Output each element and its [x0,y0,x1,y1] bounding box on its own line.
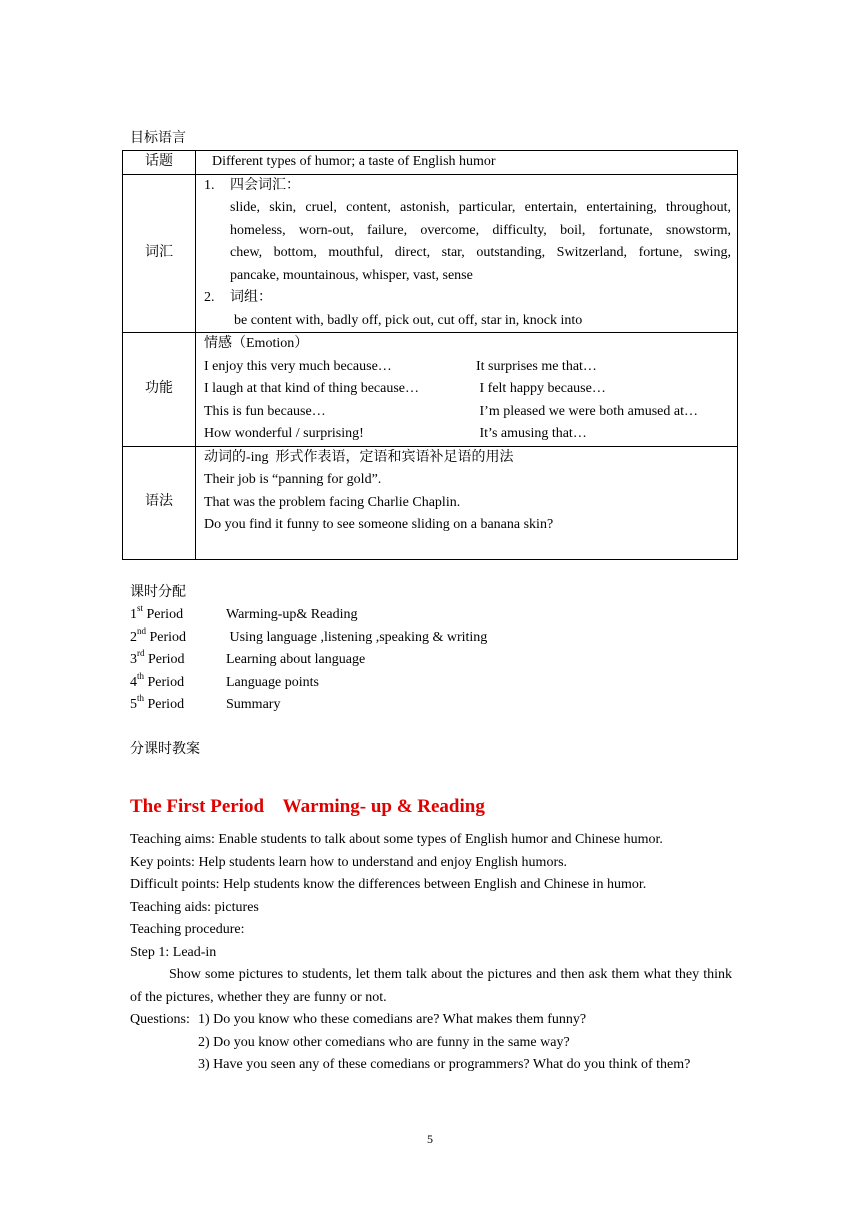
function-row-3 [204,401,731,424]
function-expression: I’m pleased we were both amused at… [476,403,698,419]
grammar-line: Their job is “panning for gold”. [204,472,382,487]
step-1-paragraph: Show some pictures to students, let them talk about the pictures and then ask them what they think of the pictures, whether they are funny or not. [130,967,732,1005]
period-line-5 [130,694,280,717]
vocab-item-1-title: 四会词汇： [230,177,300,193]
period-line-2 [130,627,487,650]
period-description: Warming-up& Reading [226,607,358,622]
period-description: Learning about language [226,652,366,667]
vocab-words-line-2: homeless, worn-out, failure, overcome, difficulty, boil, fortunate, snowstorm, [230,222,731,238]
schedule-title: 课时分配 [130,585,186,600]
function-row-2 [204,378,731,401]
grammar-row [123,446,738,559]
grammar-line: That was the problem facing Charlie Chaplin. [204,494,461,510]
period-line-1 [130,604,357,627]
vocab-label: 词汇 [123,174,196,333]
function-expression: I felt happy because… [476,381,606,396]
period-line-4 [130,672,319,695]
page-number: 5 [427,1132,433,1146]
function-expression: I enjoy this very much because… [204,358,392,374]
function-expression: It surprises me that… [476,358,597,374]
step-1-heading: Step 1: Lead-in [130,945,217,960]
grammar-line: 动词的-ing 形式作表语，定语和宾语补足语的用法 [204,449,514,465]
vocab-item-1-number: 1. [204,177,215,193]
teaching-aids: Teaching aids: pictures [130,900,259,915]
function-expression: It’s amusing that… [476,426,587,441]
grammar-label: 语法 [123,446,196,559]
period-description: Language points [226,675,319,690]
period-name: 5th Period [130,693,185,712]
teaching-procedure: Teaching procedure: [130,922,245,937]
function-expression: I laugh at that kind of thing because… [204,381,419,396]
question-item: 3) Have you seen any of these comedians or programmers? What do you think of them? [198,1057,691,1072]
teaching-aims: Teaching aims: Enable students to talk about some types of English humor and Chinese humor. [130,832,663,847]
function-expression: This is fun because… [204,403,326,419]
vocab-phrases: be content with, badly off, pick out, cut off, star in, knock into [234,312,583,328]
period-description: Summary [226,697,281,712]
vocab-words-line-1: slide, skin, cruel, content, astonish, particular, entertain, entertaining, throughout, [230,200,731,215]
vocab-words-line-3: chew, bottom, mouthful, direct, star, outstanding, Switzerland, fortune, swing, [230,245,731,260]
function-row-1 [204,356,731,379]
vocab-words-line-4: pancake, mountainous, whisper, vast, sense [230,267,473,283]
vocab-item-1 [204,175,731,198]
first-period-heading: The First Period Warming- up & Reading [130,796,485,817]
vocab-row [123,174,738,333]
difficult-points: Difficult points: Help students know the differences between English and Chinese in humor. [130,877,647,892]
function-row-4 [204,423,731,446]
key-points: Key points: Help students learn how to understand and enjoy English humors. [130,855,568,870]
lesson-plan-title: 分课时教案 [130,742,200,757]
objectives-title: 目标语言 [130,131,186,146]
vocab-item-2 [204,287,731,310]
grammar-content [196,446,738,559]
period-line-3 [130,649,365,672]
function-label: 功能 [123,333,196,447]
question-item: 1) Do you know who these comedians are? What makes them funny? [198,1012,587,1027]
period-name: 1st Period [130,603,184,622]
period-name: 4th Period [130,671,185,690]
function-title: 情感（Emotion） [204,336,309,351]
grammar-line: Do you find it funny to see someone sliding on a banana skin? [204,517,554,532]
vocab-item-2-title: 词组： [230,290,272,305]
period-description: Using language ,listening ,speaking & writing [226,630,488,645]
question-item: 2) Do you know other comedians who are funny in the same way? [198,1035,570,1050]
vocab-content [196,174,738,333]
topic-label: 话题 [123,151,196,175]
period-name: 3rd Period [130,648,185,667]
function-row [123,333,738,447]
function-expression: How wonderful / surprising! [204,426,364,441]
period-name: 2nd Period [130,626,187,645]
topic-row [123,151,738,175]
function-content [196,333,738,447]
vocab-item-2-number: 2. [204,290,215,305]
questions-label: Questions: [130,1012,190,1027]
topic-text: Different types of humor; a taste of English humor [196,151,738,175]
objectives-table [122,150,738,560]
